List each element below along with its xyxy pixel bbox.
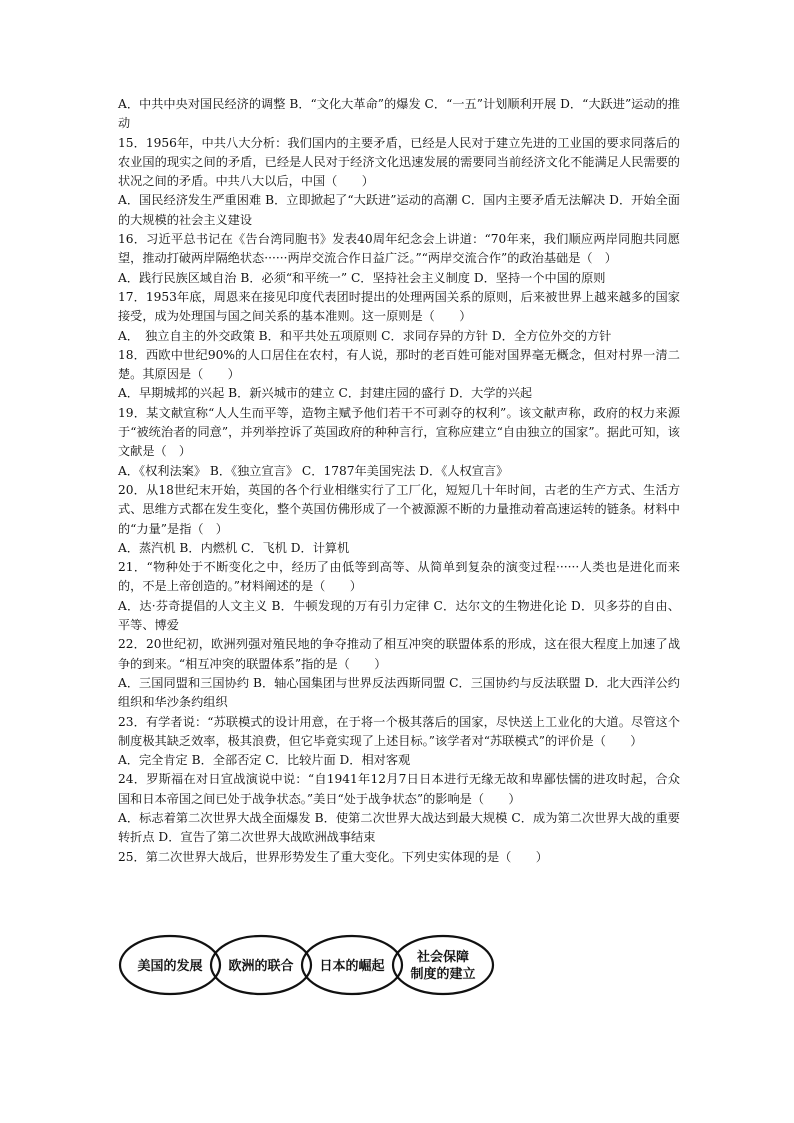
- q17-options: A． 独立自主的外交政策 B．和平共处五项原则 C．求同存异的方针 D．全方位外交的方针: [118, 328, 612, 343]
- question-text-block: [118, 95, 680, 867]
- q25-stem: 25．第二次世界大战后，世界形势发生了重大变化。下列史实体现的是（ ）: [118, 849, 548, 864]
- q18-options: A．早期城邦的兴起 B．新兴城市的建立 C．封建庄园的盛行 D．大学的兴起: [118, 386, 533, 401]
- oval-label-social-line2: 制度的建立: [410, 967, 476, 982]
- oval-social-security: [393, 936, 493, 994]
- q15-stem: 15．1956年，中共八大分析：我们国内的主要矛盾，已经是人民对于建立先进的工业国的要求同落后的农业国的现实之间的矛盾，已经是人民对于经济文化迅速发展的需要同当前经济文化不能满足人民需要的状况之间的矛盾。中共八大以后，中国（ ）: [118, 135, 680, 189]
- q14-options: A．中共中央对国民经济的调整 B．“文化大革命”的爆发 C．“一五”计划顺利开展 D．“大跃进”运动的推动: [118, 97, 680, 131]
- q25-figure: [118, 934, 498, 996]
- q22-stem: 22．20世纪初，欧洲列强对殖民地的争夺推动了相互冲突的联盟体系的形成，这在很大程度上加速了战争的到来。“相互冲突的联盟体系”指的是（ ）: [118, 637, 680, 671]
- q15-options: A．国民经济发生严重困难 B．立即掀起了“大跃进”运动的高潮 C．国内主要矛盾无法解决 D．开始全面的大规模的社会主义建设: [118, 193, 680, 227]
- q22-options: A．三国同盟和三国协约 B．轴心国集团与世界反法西斯同盟 C．三国协约与反法联盟 D．北大西洋公约组织和华沙条约组织: [118, 675, 680, 710]
- q21-stem: 21．“物种处于不断变化之中，经历了由低等到高等、从简单到复杂的演变过程······人类也是进化而来的，不是上帝创造的。”材料阐述的是（ ）: [118, 560, 680, 594]
- q18-stem: 18．西欧中世纪90%的人口居住在农村，有人说，那时的老百姓可能对国界毫无概念，但对村界一清二楚。其原因是（ ）: [118, 347, 680, 382]
- q21-options: A．达·芬奇提倡的人文主义 B．牛顿发现的万有引力定律 C．达尔文的生物进化论 D．贝多芬的自由、平等、博爱: [118, 598, 680, 633]
- q19-stem: 19．某文献宣称“人人生而平等，造物主赋予他们若干不可剥夺的权利”。该文献声称，政府的权力来源于“被统治者的同意”，并列举控诉了英国政府的种种言行，宣称应建立“自由独立的国家”。据此可知，该文献是（ ）: [118, 405, 680, 459]
- q16-stem: 16．习近平总书记在《告台湾同胞书》发表40周年纪念会上讲道：“70年来，我们顺应两岸同胞共同愿望，推动打破两岸隔绝状态······两岸交流合作日益广泛。”“两岸交流合作”的政治基础是（ ）: [118, 232, 680, 266]
- oval-label-social-line1: 社会保障: [416, 950, 470, 965]
- q24-stem: 24．罗斯福在对日宣战演说中说：“自1941年12月7日日本进行无缘无故和卑鄙怯懦的进攻时起，合众国和日本帝国之间已处于战争状态。”美日“处于战争状态”的影响是（ ）: [118, 772, 680, 806]
- q23-stem: 23．有学者说：“苏联模式的设计用意，在于将一个极其落后的国家，尽快送上工业化的大道。尽管这个制度极其缺乏效率，极其浪费，但它毕竟实现了上述目标。”该学者对“苏联模式”的评价是（ ）: [118, 714, 680, 748]
- q20-stem: 20．从18世纪末开始，英国的各个行业相继实行了工厂化，短短几十年时间，古老的生产方式、生活方式、思维方式都在发生变化，整个英国仿佛形成了一个被源源不断的力量推动着高速运转的链条。材料中的“力量”是指（ ）: [118, 482, 680, 536]
- q20-options: A．蒸汽机 B．内燃机 C．飞机 D．计算机: [118, 540, 350, 555]
- q23-options: A．完全肯定 B．全部否定 C．比较片面 D．相对客观: [118, 753, 411, 768]
- q25-oval-chain: [118, 934, 498, 996]
- oval-label-us: 美国的发展: [137, 959, 203, 974]
- q16-options: A．践行民族区域自治 B．必须“和平统一” C．坚持社会主义制度 D．坚持一个中国的原则: [118, 270, 606, 285]
- q19-options: A．《权利法案》 B．《独立宣言》 C．1787年美国宪法 D．《人权宣言》: [118, 463, 509, 478]
- q24-options: A．标志着第二次世界大战全面爆发 B．使第二次世界大战达到最大规模 C．成为第二次世界大战的重要转折点 D．宣告了第二次世界大战欧洲战事结束: [118, 810, 680, 845]
- oval-label-europe: 欧洲的联合: [228, 959, 294, 974]
- oval-label-japan: 日本的崛起: [319, 959, 385, 974]
- q17-stem: 17．1953年底，周恩来在接见印度代表团时提出的处理两国关系的原则，后来被世界上越来越多的国家接受，成为处理国与国之间关系的基本准则。这一原则是（ ）: [118, 289, 680, 324]
